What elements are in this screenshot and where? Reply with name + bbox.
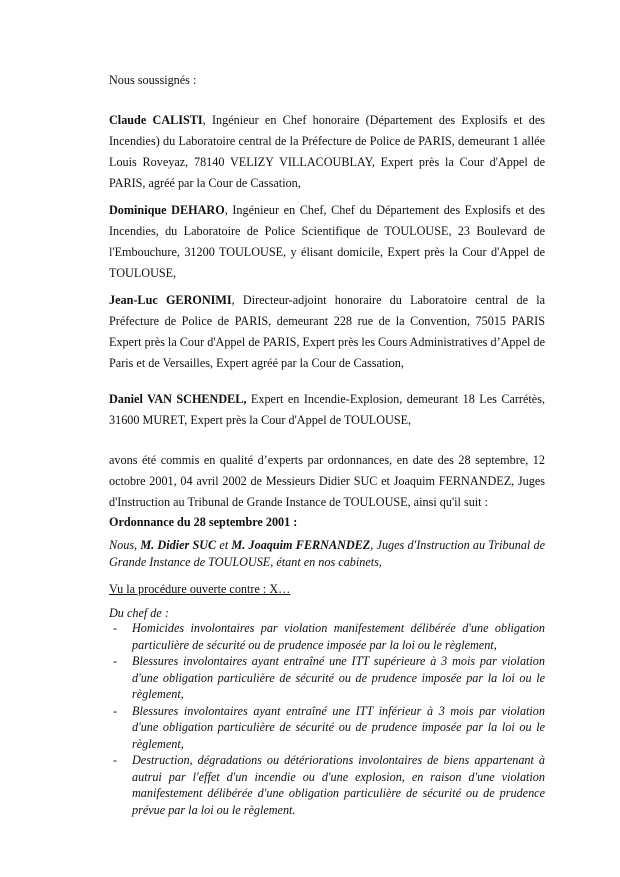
intro-text: Nous, bbox=[109, 538, 141, 552]
judge-name: M. Joaquim FERNANDEZ bbox=[231, 538, 371, 552]
expert-paragraph-deharo bbox=[109, 200, 545, 284]
expert-details: , Directeur-adjoint honoraire du Laboratoire central de la Préfecture de Police de PARIS, demeurant 228 rue de la Convention, 75015 PARIS Expert près la Cour d'Appel de PARIS, Expert près les Cours Administratives d’Appel de Paris et de Versailles, Expert agréé par la Cour de Cassation, bbox=[109, 293, 545, 370]
expert-paragraph-geronimi bbox=[109, 290, 545, 374]
expert-name: Jean-Luc GERONIMI bbox=[109, 293, 232, 307]
expert-name: Daniel VAN SCHENDEL, bbox=[109, 392, 247, 406]
expert-details: , Ingénieur en Chef, Chef du Département des Explosifs et des Incendies, du Laboratoire de Police Scientifique de TOULOUSE, 23 Boulevard de l'Embouchure, 31200 TOULOUSE, y élisant domicile, Expert près la Cour d'Appel de TOULOUSE, bbox=[109, 203, 545, 280]
list-item bbox=[109, 752, 545, 818]
list-dash: - bbox=[113, 703, 118, 718]
expert-paragraph-calisti bbox=[109, 110, 545, 194]
expert-details: , Ingénieur en Chef honoraire (Département des Explosifs et des Incendies) du Laboratoire central de la Préfecture de Police de PARIS, demeurant 1 allée Louis Roveyaz, 78140 VELIZY VILLACOUBLAY, Expert près la Cour d'Appel de PARIS, agréé par la Cour de Cassation, bbox=[109, 113, 545, 190]
charge-text: Blessures involontaires ayant entraîné une ITT supérieure à 3 mois par violation d'une obligation particulière de sécurité ou de prudence imposée par la loi ou le règlement, bbox=[132, 654, 545, 701]
ordonnance-intro bbox=[109, 537, 545, 571]
list-dash: - bbox=[113, 654, 118, 668]
charge-text: Blessures involontaires ayant entraîné une ITT inférieur à 3 mois par violation d'une obligation particulière de sécurité ou de prudence imposée par la loi ou le règlement, bbox=[132, 703, 545, 751]
opening-line: Nous soussignés : bbox=[109, 73, 197, 87]
intro-text: , Juges d'Instruction au Tribunal de Grande Instance de TOULOUSE, étant en nos cabinets, bbox=[109, 538, 546, 569]
commission-paragraph: avons été commis en qualité d’experts par ordonnances, en date des 28 septembre, 12 octobre 2001, 04 avril 2002 de Messieurs Didier SUC et Joaquim FERNANDEZ, Juges d'Instruction au Tribunal de Grande Instance de TOULOUSE, ainsi qu'il suit : bbox=[109, 453, 545, 509]
charge-text: Destruction, dégradations ou détériorations involontaires de biens appartenant à autrui par l'effet d'un incendie ou d'une explosion, en raison d'une violation manifestement délibérée d'une obligation particulière de sécurité ou de prudence prévue par la loi ou le règlement. bbox=[132, 753, 545, 817]
expert-name: Claude CALISTI bbox=[109, 113, 203, 127]
judge-name: M. Didier SUC bbox=[140, 538, 217, 552]
procedure-heading: Vu la procédure ouverte contre : X… bbox=[109, 582, 291, 596]
list-item bbox=[109, 620, 545, 653]
list-dash: - bbox=[113, 753, 118, 767]
charges-list bbox=[109, 620, 545, 818]
expert-details: Expert en Incendie-Explosion, demeurant 18 Les Carrétès, 31600 MURET, Expert près la Cour d'Appel de TOULOUSE, bbox=[109, 392, 545, 427]
list-dash: - bbox=[113, 621, 118, 635]
intro-text: et bbox=[216, 538, 232, 552]
charges-heading: Du chef de : bbox=[109, 606, 169, 620]
list-item bbox=[109, 703, 545, 753]
list-item bbox=[109, 653, 545, 703]
charge-text: Homicides involontaires par violation manifestement délibérée d'une obligation particulière de sécurité ou de prudence imposée par la loi ou le règlement, bbox=[132, 621, 545, 652]
ordonnance-title: Ordonnance du 28 septembre 2001 : bbox=[109, 515, 298, 529]
expert-paragraph-van-schendel bbox=[109, 389, 545, 431]
expert-name: Dominique DEHARO bbox=[109, 203, 225, 217]
